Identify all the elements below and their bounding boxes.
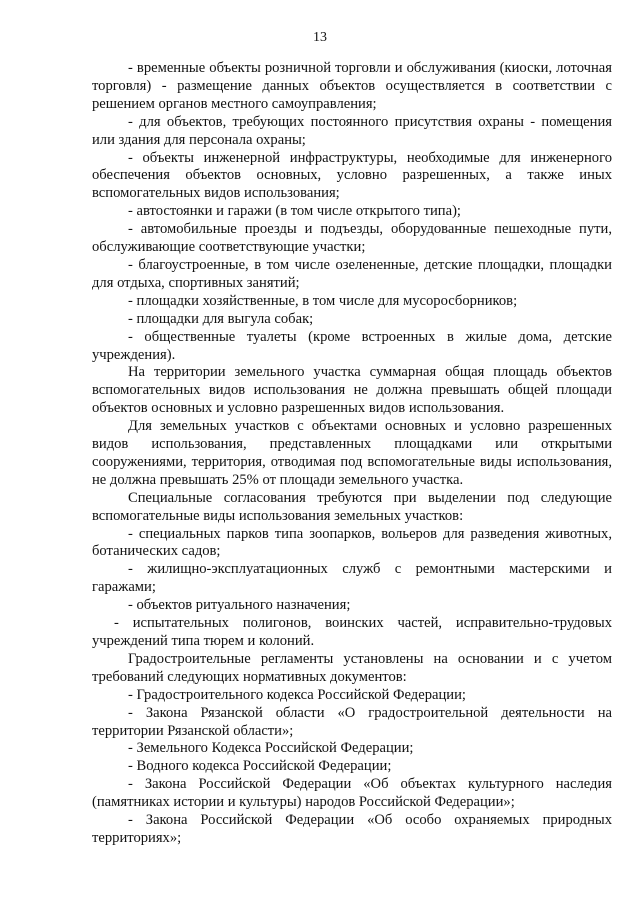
paragraph: - Закона Российской Федерации «Об объектах культурного наследия (памятниках истории и культуры) народов Российской Федерации»; xyxy=(92,776,612,811)
document-body xyxy=(92,60,612,848)
paragraph: Градостроительные регламенты установлены на основании и с учетом требований следующих нормативных документов: xyxy=(92,650,612,685)
paragraph: - автостоянки и гаражи (в том числе открытого типа); xyxy=(128,203,461,220)
paragraph: Для земельных участков с объектами основных и условно разрешенных видов использования, представленных площадками или открытыми сооружениями, территория, отводимая под вспомогательные виды использования, не должна превышать 25% от площади земельного участка. xyxy=(92,418,612,488)
paragraph: - объекты инженерной инфраструктуры, необходимые для инженерного обеспечения объектов основных, условно разрешенных, а также иных вспомогательных видов использования; xyxy=(92,149,612,202)
paragraph: - Градостроительного кодекса Российской Федерации; xyxy=(128,686,466,703)
paragraph: - Земельного Кодекса Российской Федерации; xyxy=(128,740,414,757)
paragraph: Специальные согласования требуются при выделении под следующие вспомогательные виды использования земельных участков: xyxy=(92,489,612,524)
paragraph: - Закона Рязанской области «О градостроительной деятельности на территории Рязанской области»; xyxy=(92,704,612,739)
paragraph: - объектов ритуального назначения; xyxy=(128,597,351,614)
paragraph: - Закона Российской Федерации «Об особо охраняемых природных территориях»; xyxy=(92,812,612,846)
paragraph: На территории земельного участка суммарная общая площадь объектов вспомогательных видов использования не должна превышать общей площади объектов основных и условно разрешенных видов использования. xyxy=(92,364,612,417)
paragraph: - специальных парков типа зоопарков, вольеров для разведения животных, ботанических садов; xyxy=(92,525,612,560)
paragraph: - площадки для выгула собак; xyxy=(128,310,314,327)
paragraph: - временные объекты розничной торговли и обслуживания (киоски, лоточная торговля) - размещение данных объектов осуществляется в соответствии с решением органов местного самоуправления; xyxy=(92,60,612,112)
paragraph: - испытательных полигонов, воинских частей, исправительно-трудовых учреждений типа тюрем и колоний. xyxy=(92,615,612,649)
paragraph: - общественные туалеты (кроме встроенных в жилые дома, детские учреждения). xyxy=(92,328,612,363)
paragraph: - для объектов, требующих постоянного присутствия охраны - помещения или здания для персонала охраны; xyxy=(92,113,612,148)
page-number: 13 xyxy=(313,30,327,45)
paragraph: - благоустроенные, в том числе озелененные, детские площадки, площадки для отдыха, спортивных занятий; xyxy=(92,256,612,291)
paragraph: - автомобильные проезды и подъезды, оборудованные пешеходные пути, обслуживающие соответствующие участки; xyxy=(92,221,612,256)
paragraph: - Водного кодекса Российской Федерации; xyxy=(128,758,392,775)
paragraph: - жилищно-эксплуатационных служб с ремонтными мастерскими и гаражами; xyxy=(92,561,612,596)
paragraph: - площадки хозяйственные, в том числе для мусоросборников; xyxy=(128,292,518,309)
